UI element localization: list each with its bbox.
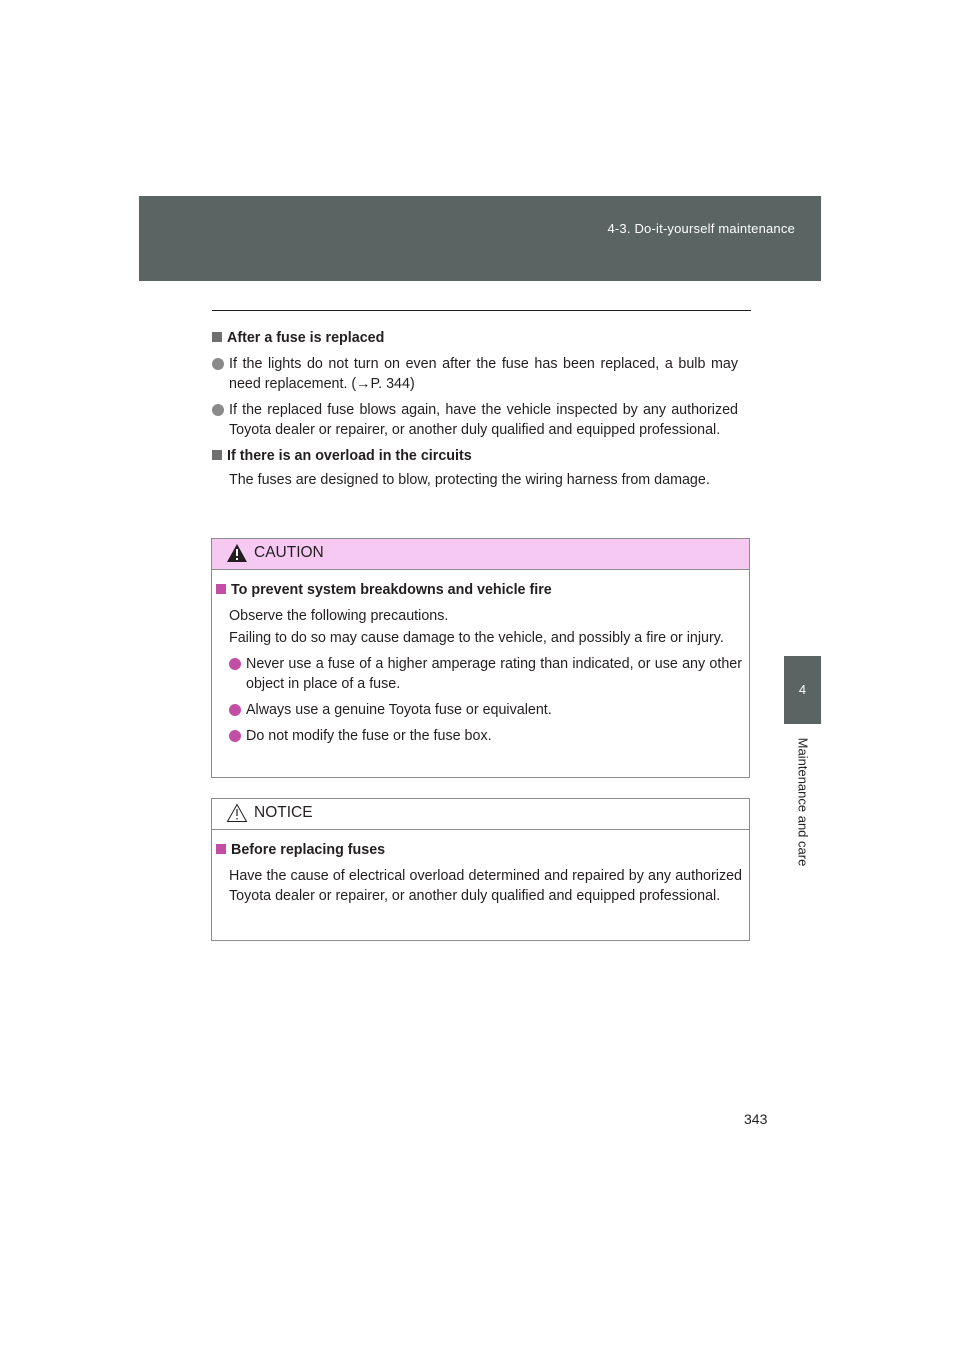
list-item: Never use a fuse of a higher amperage rating than indicated, or use any other object in place of a fuse. xyxy=(216,654,742,694)
caution-title: CAUTION xyxy=(254,544,324,561)
section-text: The fuses are designed to blow, protecting the wiring harness from damage. xyxy=(229,472,710,488)
top-rule xyxy=(212,310,751,311)
list-item: If the lights do not turn on even after the fuse has been replaced, a bulb may need replacement. (→P. 344) xyxy=(212,354,752,394)
header-band xyxy=(139,196,821,281)
warning-triangle-icon xyxy=(226,543,248,563)
list-item: Always use a genuine Toyota fuse or equivalent. xyxy=(216,700,742,720)
chapter-tab-label xyxy=(784,724,821,880)
list-item: If the replaced fuse blows again, have the vehicle inspected by any authorized Toyota dealer or repairer, or another duly qualified and equipped professional. xyxy=(212,400,752,440)
notice-body xyxy=(212,830,749,918)
notice-text: Have the cause of electrical overload determined and repaired by any authorized Toyota dealer or repairer, or another duly qualified and equipped professional. xyxy=(229,868,742,904)
notice-box xyxy=(211,798,750,941)
square-bullet-icon xyxy=(216,844,226,854)
caution-box xyxy=(211,538,750,778)
list-item: Do not modify the fuse or the fuse box. xyxy=(216,726,742,746)
square-bullet-icon xyxy=(216,584,226,594)
page-number: 343 xyxy=(744,1111,768,1127)
caution-header xyxy=(212,539,749,570)
caution-heading: To prevent system breakdowns and vehicle fire xyxy=(216,580,742,600)
main-content xyxy=(212,322,752,490)
caution-text: Observe the following precautions. xyxy=(229,608,449,624)
section-title: 4-3. Do-it-yourself maintenance xyxy=(607,221,795,236)
chapter-tab-label-text: Maintenance and care xyxy=(795,737,810,867)
round-bullet-icon xyxy=(229,658,241,670)
square-bullet-icon xyxy=(212,332,222,342)
notice-header xyxy=(212,799,749,830)
caution-body xyxy=(212,570,749,764)
section-heading: If there is an overload in the circuits xyxy=(212,446,752,466)
round-bullet-icon xyxy=(229,730,241,742)
section-heading: After a fuse is replaced xyxy=(212,328,752,348)
notice-title: NOTICE xyxy=(254,804,313,821)
chapter-tab-number: 4 xyxy=(784,656,821,724)
round-bullet-icon xyxy=(229,704,241,716)
round-bullet-icon xyxy=(212,358,224,370)
square-bullet-icon xyxy=(212,450,222,460)
caution-text: Failing to do so may cause damage to the vehicle, and possibly a fire or injury. xyxy=(229,630,724,646)
notice-heading: Before replacing fuses xyxy=(216,840,742,860)
round-bullet-icon xyxy=(212,404,224,416)
warning-outline-icon xyxy=(226,803,248,823)
